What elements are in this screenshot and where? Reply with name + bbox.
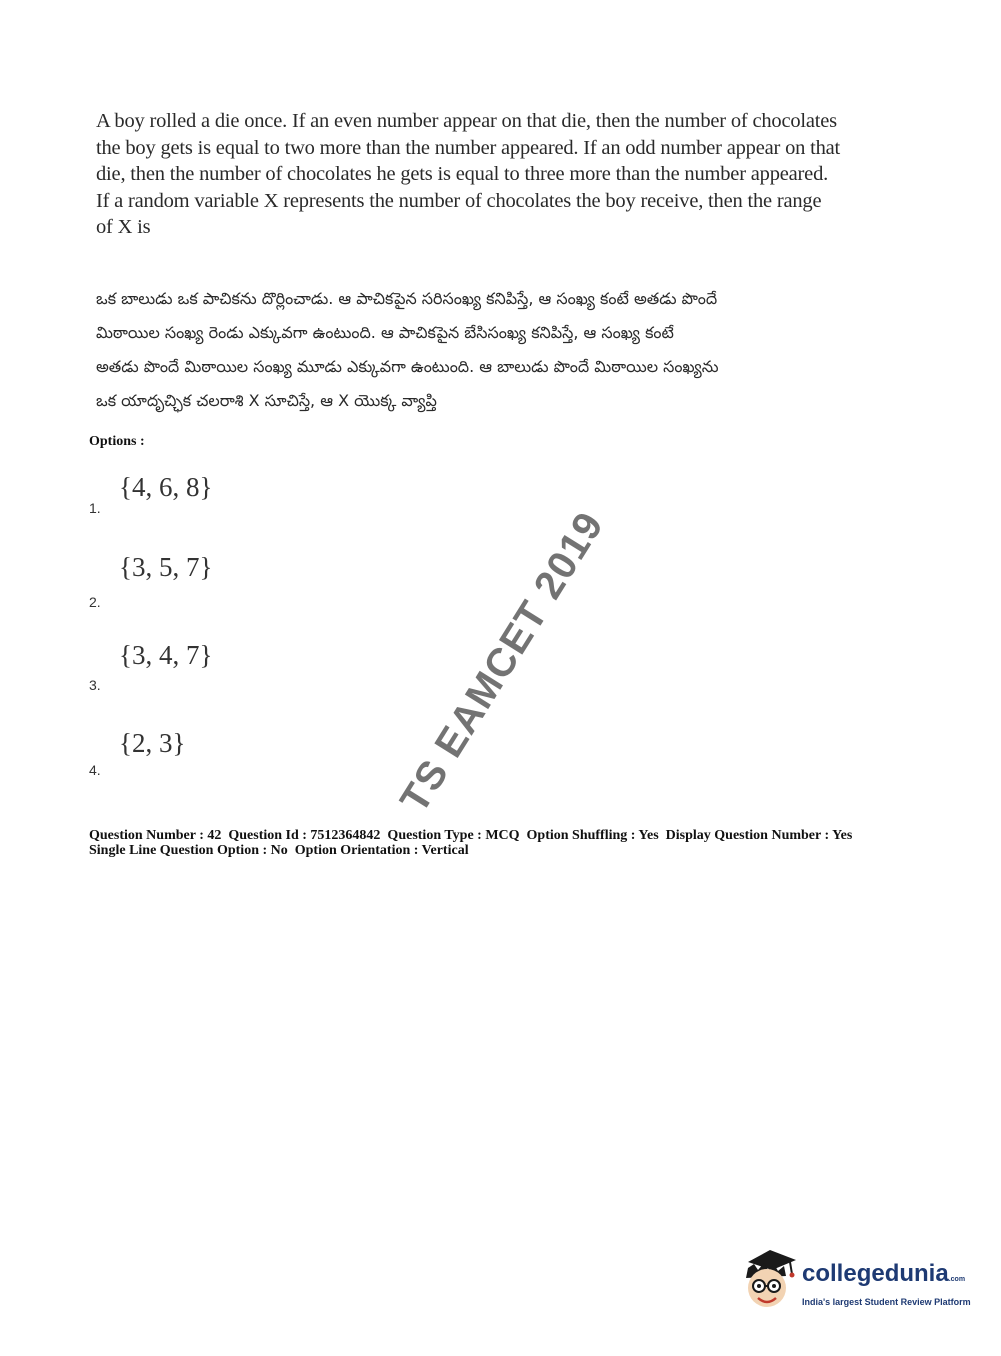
option-value: {4, 6, 8} bbox=[119, 472, 213, 502]
question-text-telugu bbox=[96, 282, 871, 418]
option-value: {3, 5, 7} bbox=[119, 552, 213, 582]
question-line: If a random variable X represents the number of chocolates the boy receive, then the range bbox=[96, 189, 822, 212]
option-number: 2. bbox=[89, 594, 101, 610]
option-number: 4. bbox=[89, 762, 101, 778]
mascot-icon bbox=[740, 1248, 800, 1312]
metadata-line: Question Number : 42 Question Id : 7512364842 Question Type : MCQ Option Shuffling : Yes Display Question Number : Yes bbox=[89, 828, 853, 843]
option-number: 3. bbox=[89, 677, 101, 693]
question-metadata bbox=[89, 828, 852, 858]
question-line: ఒక యాదృచ్ఛిక చలరాశి X సూచిస్తే, ఆ X యొక్క వ్యాప్తి bbox=[96, 391, 437, 410]
question-line: A boy rolled a die once. If an even number appear on that die, then the number of chocolates bbox=[96, 110, 837, 132]
option-value: {3, 4, 7} bbox=[119, 640, 213, 670]
logo-tagline: India's largest Student Review Platform bbox=[802, 1297, 971, 1307]
question-text-english bbox=[96, 108, 871, 241]
collegedunia-logo[interactable] bbox=[740, 1248, 970, 1318]
question-line: die, then the number of chocolates he gets is equal to three more than the number appeared. bbox=[96, 163, 829, 185]
logo-suffix: .com bbox=[948, 1276, 966, 1283]
watermark: TS EAMCET 2019 bbox=[392, 504, 613, 821]
question-line: అతడు పొందే మిఠాయిల సంఖ్య మూడు ఎక్కువగా ఉంటుంది. ఆ బాలుడు పొందే మిఠాయిల సంఖ్యను bbox=[96, 357, 719, 376]
question-line: of X is bbox=[96, 216, 151, 238]
metadata-line: Single Line Question Option : No Option Orientation : Vertical bbox=[89, 843, 469, 858]
option-value: {2, 3} bbox=[119, 728, 186, 758]
question-line: the boy gets is equal to two more than the number appeared. If an odd number appear on that bbox=[96, 136, 841, 159]
options-label: Options : bbox=[89, 434, 145, 449]
question-line: మిఠాయిల సంఖ్య రెండు ఎక్కువగా ఉంటుంది. ఆ పాచికపైన బేసిసంఖ్య కనిపిస్తే, ఆ సంఖ్య కంటే bbox=[96, 323, 674, 342]
logo-wordmark: collegedunia.com bbox=[802, 1260, 966, 1287]
question-line: ఒక బాలుడు ఒక పాచికను దొర్లించాడు. ఆ పాచికపైన సరిసంఖ్య కనిపిస్తే, ఆ సంఖ్య కంటే అతడు పొందే bbox=[96, 289, 718, 308]
option-number: 1. bbox=[89, 500, 101, 516]
